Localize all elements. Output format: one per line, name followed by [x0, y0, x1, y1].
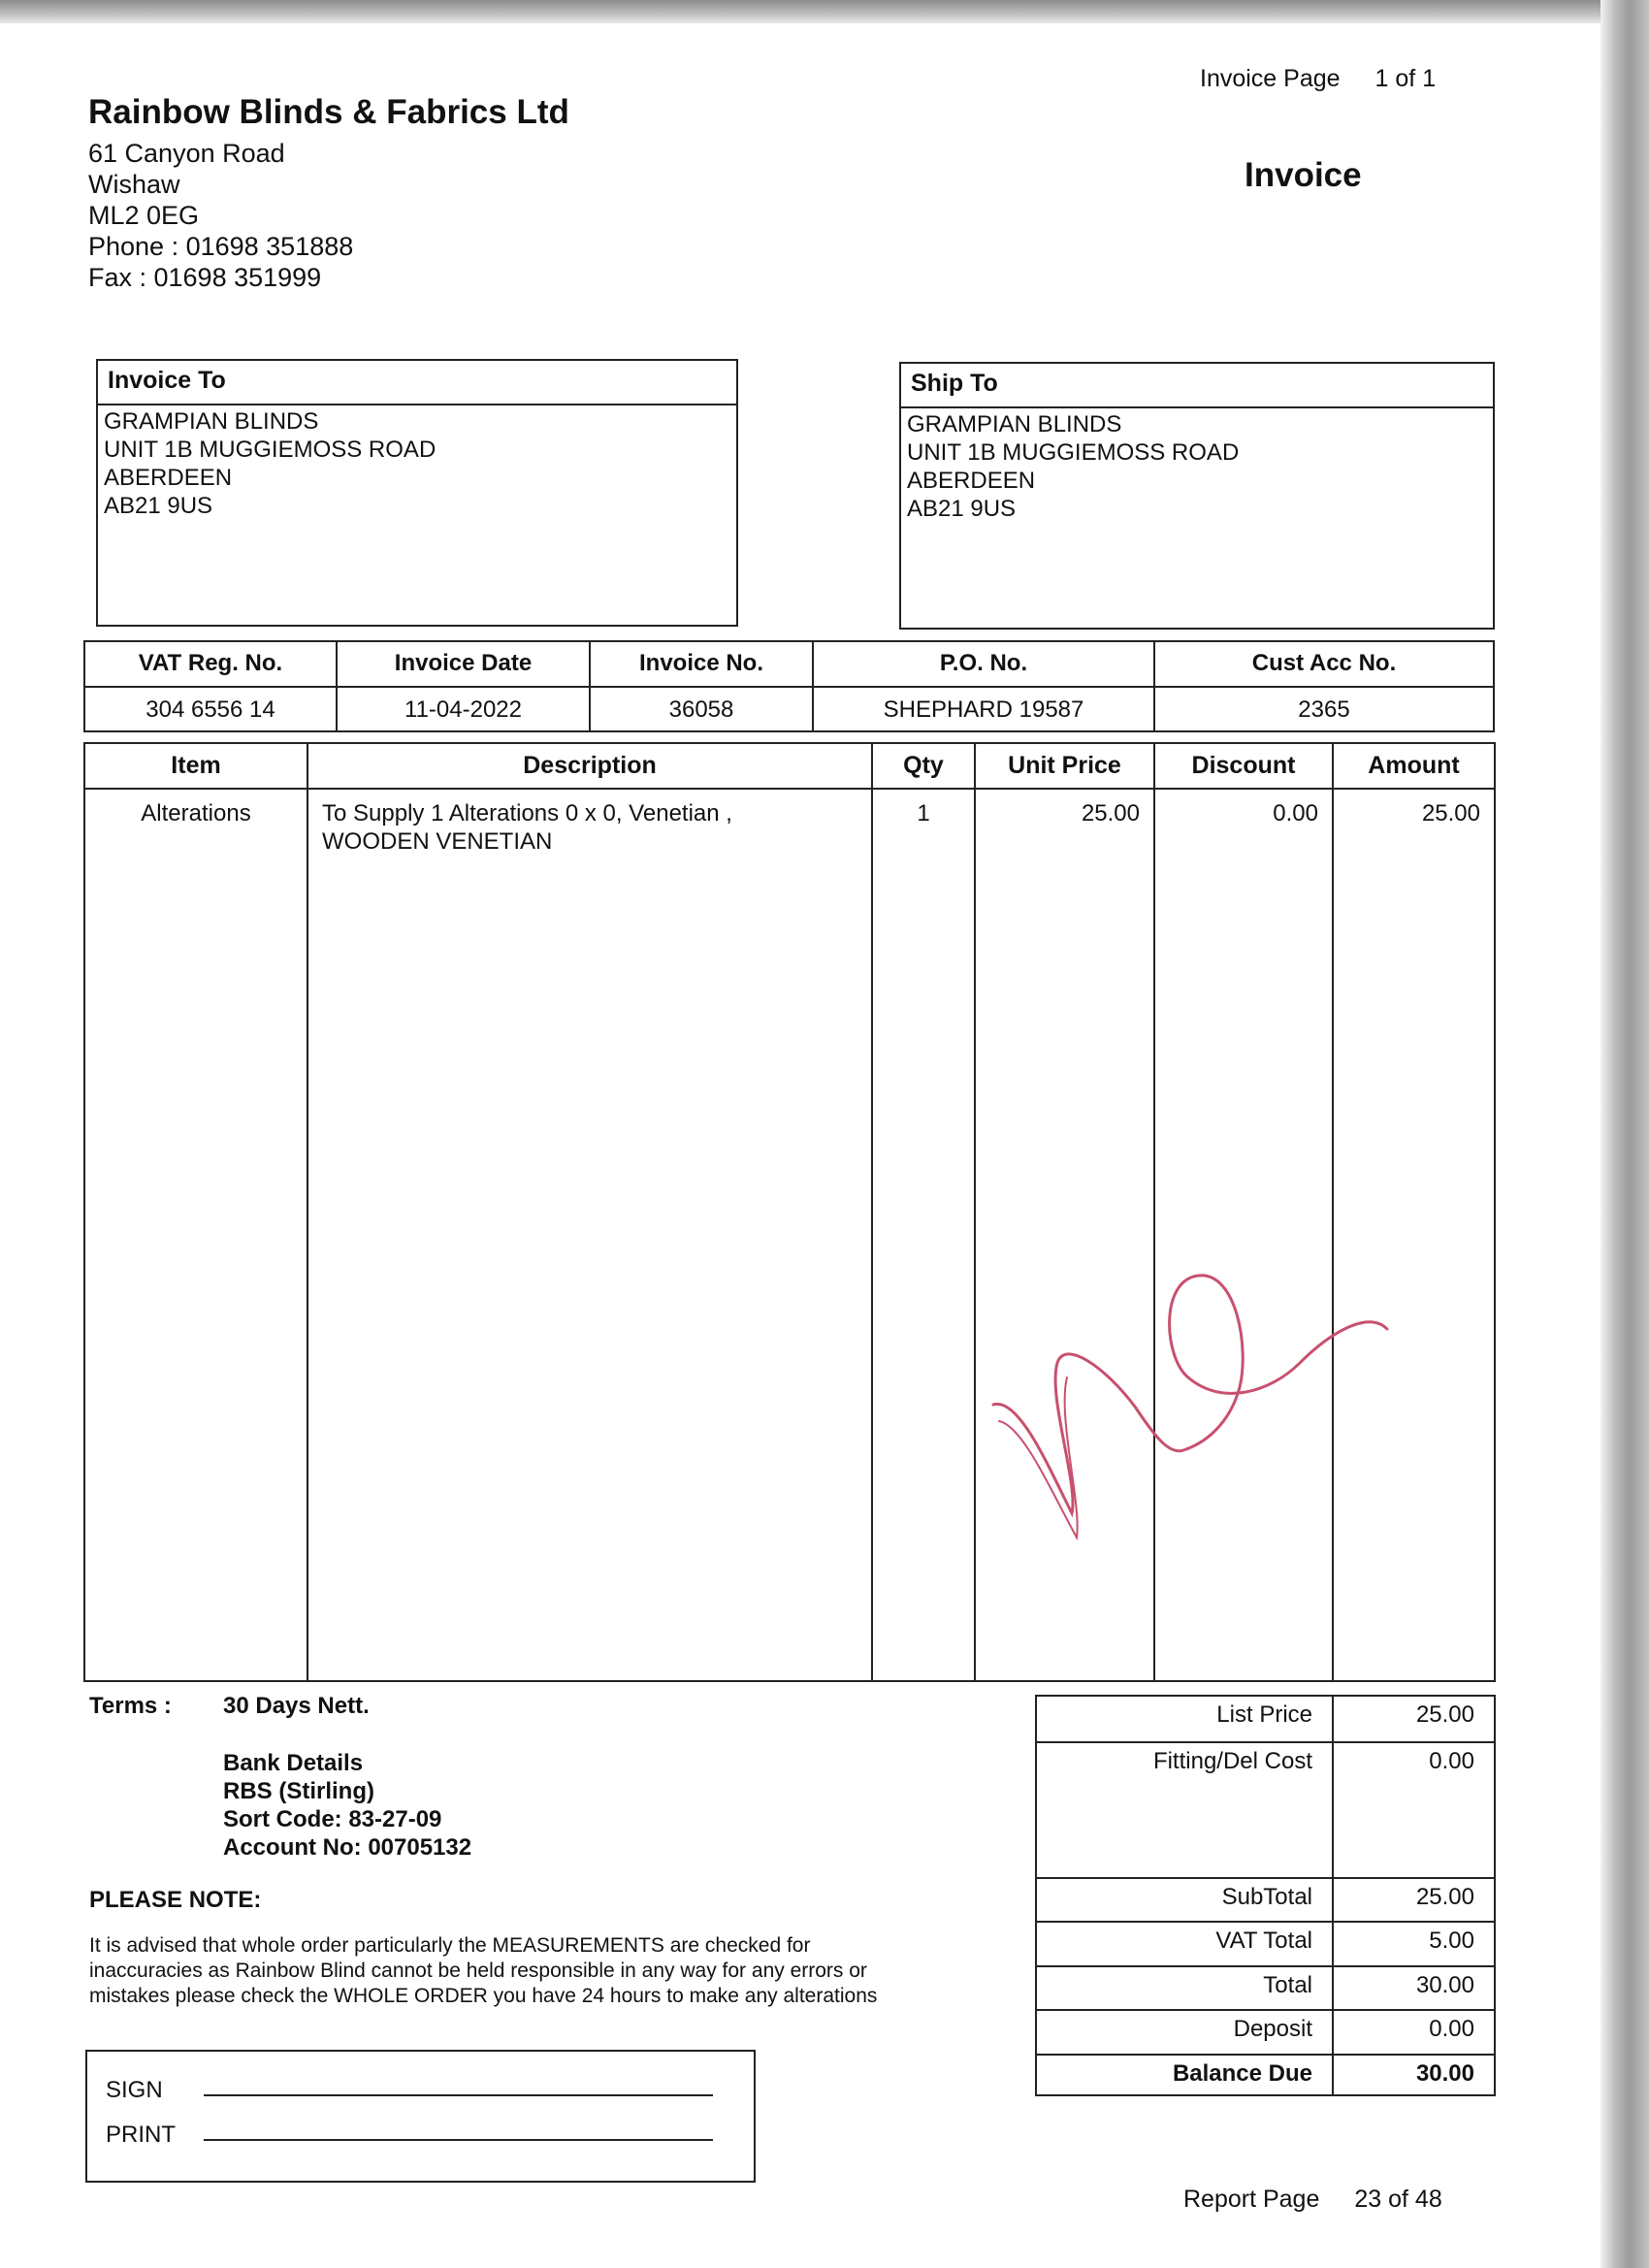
- company-phone: Phone : 01698 351888: [88, 232, 354, 261]
- invoice-to-line: ABERDEEN: [104, 465, 233, 491]
- meta-col-vat: [85, 642, 338, 730]
- bank-line: Sort Code: 83-27-09: [223, 1806, 442, 1832]
- meta-value: SHEPHARD 19587: [883, 697, 1084, 723]
- meta-value: 304 6556 14: [146, 697, 275, 723]
- items-header: Description: [308, 744, 871, 790]
- print-line[interactable]: [204, 2139, 713, 2141]
- totals-value: 30.00: [1415, 1972, 1474, 1998]
- meta-col-cust-acc: [1155, 642, 1493, 730]
- meta-col-po: [814, 642, 1155, 730]
- handwritten-signature: [980, 1251, 1406, 1601]
- invoice-to-line: UNIT 1B MUGGIEMOSS ROAD: [104, 437, 436, 463]
- scan-edge-top: [0, 0, 1649, 23]
- scan-edge-right: [1600, 0, 1649, 2268]
- invoice-to-heading: Invoice To: [98, 361, 736, 405]
- invoice-to-box: [96, 359, 738, 627]
- totals-label: Fitting/Del Cost: [1037, 1743, 1334, 1877]
- item-name: Alterations: [141, 800, 251, 826]
- sign-label: SIGN: [106, 2077, 163, 2103]
- item-description-line: To Supply 1 Alterations 0 x 0, Venetian ,: [322, 800, 732, 826]
- ship-to-line: AB21 9US: [907, 496, 1017, 522]
- meta-value: 36058: [668, 697, 734, 723]
- ship-to-line: UNIT 1B MUGGIEMOSS ROAD: [907, 439, 1240, 466]
- ship-to-heading: Ship To: [901, 364, 1493, 408]
- item-qty: 1: [917, 800, 930, 826]
- invoice-meta-table: [83, 640, 1495, 732]
- meta-header: Cust Acc No.: [1155, 642, 1493, 688]
- company-town: Wishaw: [88, 170, 180, 199]
- totals-value: 5.00: [1429, 1928, 1474, 1954]
- totals-row-list-price: [1037, 1697, 1494, 1741]
- company-address: [88, 138, 353, 293]
- totals-table: [1035, 1695, 1496, 2096]
- bank-line: Bank Details: [223, 1750, 364, 1776]
- company-name: Rainbow Blinds & Fabrics Ltd: [88, 93, 569, 131]
- company-postcode: ML2 0EG: [88, 201, 200, 230]
- totals-value: 25.00: [1415, 1701, 1474, 1728]
- report-page-value: 23 of 48: [1354, 2186, 1442, 2213]
- bank-line: Account No: 00705132: [223, 1834, 472, 1861]
- totals-row-balance: [1037, 2054, 1494, 2096]
- items-header: Item: [85, 744, 307, 790]
- item-description-line: WOODEN VENETIAN: [322, 828, 553, 855]
- ship-to-line: GRAMPIAN BLINDS: [907, 411, 1122, 437]
- totals-value: 30.00: [1415, 2060, 1474, 2087]
- ship-to-line: ABERDEEN: [907, 468, 1036, 494]
- invoice-to-line: GRAMPIAN BLINDS: [104, 408, 319, 435]
- totals-label: SubTotal: [1037, 1879, 1334, 1921]
- items-header: Unit Price: [976, 744, 1153, 790]
- totals-row-vat: [1037, 1921, 1494, 1965]
- note-line: mistakes please check the WHOLE ORDER you have 24 hours to make any alterations: [89, 1985, 878, 2007]
- sign-line[interactable]: [204, 2094, 713, 2096]
- meta-header: VAT Reg. No.: [85, 642, 336, 688]
- items-header: Amount: [1334, 744, 1494, 790]
- totals-label: Total: [1037, 1967, 1334, 2009]
- note-line: It is advised that whole order particularly the MEASUREMENTS are checked for: [89, 1934, 811, 1957]
- please-note-text: [89, 1933, 877, 2009]
- bank-line: RBS (Stirling): [223, 1778, 374, 1804]
- totals-label: Deposit: [1037, 2011, 1334, 2054]
- totals-label: List Price: [1037, 1697, 1334, 1741]
- invoice-page-label: Invoice Page: [1200, 65, 1341, 92]
- company-fax: Fax : 01698 351999: [88, 263, 322, 292]
- meta-header: Invoice No.: [591, 642, 812, 688]
- totals-label: Balance Due: [1037, 2056, 1334, 2096]
- please-note-heading: PLEASE NOTE:: [89, 1887, 262, 1913]
- items-col-qty: [873, 744, 976, 1680]
- meta-value: 11-04-2022: [404, 697, 522, 723]
- items-col-item: [85, 744, 308, 1680]
- report-page-indicator: [1183, 2186, 1442, 2214]
- meta-header: P.O. No.: [814, 642, 1153, 688]
- ship-to-box: [899, 362, 1495, 630]
- totals-value: 0.00: [1429, 2016, 1474, 2042]
- totals-row-deposit: [1037, 2009, 1494, 2054]
- totals-row-fitting: [1037, 1741, 1494, 1877]
- items-col-description: [308, 744, 873, 1680]
- invoice-page-indicator: [1200, 65, 1436, 93]
- company-street: 61 Canyon Road: [88, 139, 285, 168]
- document-title: Invoice: [1245, 156, 1362, 194]
- totals-value: 25.00: [1415, 1884, 1474, 1910]
- meta-header: Invoice Date: [338, 642, 589, 688]
- totals-label: VAT Total: [1037, 1923, 1334, 1965]
- item-unit-price: 25.00: [1081, 800, 1140, 826]
- terms-label: Terms :: [89, 1693, 172, 1719]
- meta-col-date: [338, 642, 591, 730]
- invoice-to-line: AB21 9US: [104, 493, 213, 519]
- report-page-label: Report Page: [1183, 2186, 1320, 2213]
- print-label: PRINT: [106, 2122, 176, 2148]
- item-amount: 25.00: [1421, 800, 1480, 826]
- totals-row-total: [1037, 1965, 1494, 2009]
- signature-stroke: [993, 1276, 1387, 1513]
- item-description: [308, 790, 871, 856]
- totals-row-subtotal: [1037, 1877, 1494, 1921]
- totals-value: 0.00: [1429, 1748, 1474, 1774]
- items-header: Qty: [873, 744, 974, 790]
- note-line: inaccuracies as Rainbow Blind cannot be held responsible in any way for any errors or: [89, 1960, 867, 1982]
- item-discount: 0.00: [1273, 800, 1318, 826]
- bank-details: [223, 1749, 471, 1862]
- terms-value: 30 Days Nett.: [223, 1693, 370, 1719]
- invoice-page-value: 1 of 1: [1374, 65, 1437, 92]
- items-header: Discount: [1155, 744, 1332, 790]
- meta-value: 2365: [1298, 697, 1350, 723]
- meta-col-invoice-no: [591, 642, 814, 730]
- sign-print-box: [85, 2050, 756, 2183]
